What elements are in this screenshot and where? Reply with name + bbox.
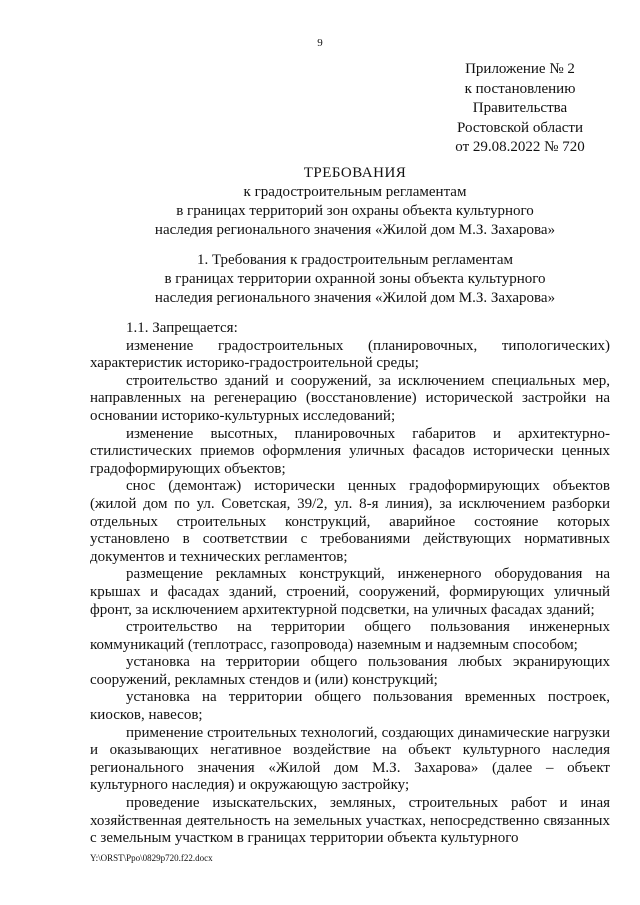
appendix-block (440, 60, 600, 158)
section-heading-line: наследия регионального значения «Жилой дом М.З. Захарова» (154, 290, 556, 306)
appendix-line: от 29.08.2022 № 720 (455, 139, 585, 155)
paragraph: применение строительных технологий, создающих динамические нагрузки и оказывающих негативное воздействие на объект культурного наследия регионального значения «Жилой дом М.З. Захарова» (далее – объект культурного наследия) и окружающую застройку; (90, 724, 610, 794)
paragraph: установка на территории общего пользования любых экранирующих сооружений, рекламных стендов и (или) конструкций; (90, 654, 610, 688)
section-heading-line: в границах территории охранной зоны объекта культурного (164, 271, 546, 287)
title-line: к градостроительным регламентам (243, 184, 467, 200)
paragraph: снос (демонтаж) исторически ценных градоформирующих объектов (жилой дом по ул. Советская, 39/2, ул. 8-я линия), за исключением разборки отдельных строительных конструкций, аварийное состояние которых установлено в соответствии с требованиями действующих нормативных документов и технических регламентов; (90, 478, 610, 565)
appendix-line: Приложение № 2 (465, 61, 575, 77)
appendix-line: Правительства (472, 100, 568, 116)
footer-file-path: Y:\ORST\Ppo\0829p720.f22.docx (90, 853, 213, 863)
paragraph: проведение изыскательских, земляных, строительных работ и иная хозяйственная деятельность на земельных участках, непосредственно связанных с земельным участком в границах территории объекта культурного (90, 795, 610, 847)
paragraph: установка на территории общего пользования временных построек, киосков, навесов; (90, 689, 610, 724)
document-title (90, 164, 620, 240)
body-text (90, 320, 610, 848)
paragraph: строительство зданий и сооружений, за исключением специальных мер, направленных на регенерацию (восстановление) исторической застройки на основании историко-культурных исследований; (90, 372, 610, 424)
section-heading (90, 251, 620, 308)
section-heading-line: 1. Требования к градостроительным регламентам (196, 252, 514, 268)
paragraph: 1.1. Запрещается: (126, 320, 238, 336)
paragraph: изменение высотных, планировочных габаритов и архитектурно-стилистических приемов оформления уличных фасадов исторически ценных градоформирующих объектов; (90, 425, 610, 477)
title-line: наследия регионального значения «Жилой дом М.З. Захарова» (154, 222, 556, 238)
appendix-line: к постановлению (464, 80, 576, 97)
title-heading: ТРЕБОВАНИЯ (303, 165, 407, 181)
page-number: 9 (317, 37, 323, 49)
appendix-line: Ростовской области (457, 119, 583, 136)
paragraph: изменение градостроительных (планировочных, типологических) характеристик историко-градостроительной среды; (90, 337, 610, 372)
paragraph: строительство на территории общего пользования инженерных коммуникаций (теплотрасс, газопровода) наземным и надземным способом; (90, 619, 610, 653)
paragraph: размещение рекламных конструкций, инженерного оборудования на крышах и фасадах зданий, строений, сооружений, формирующих уличный фронт, за исключением архитектурной подсветки, на уличных фасадах зданий; (90, 566, 610, 618)
title-line: в границах территорий зон охраны объекта культурного (176, 203, 534, 219)
